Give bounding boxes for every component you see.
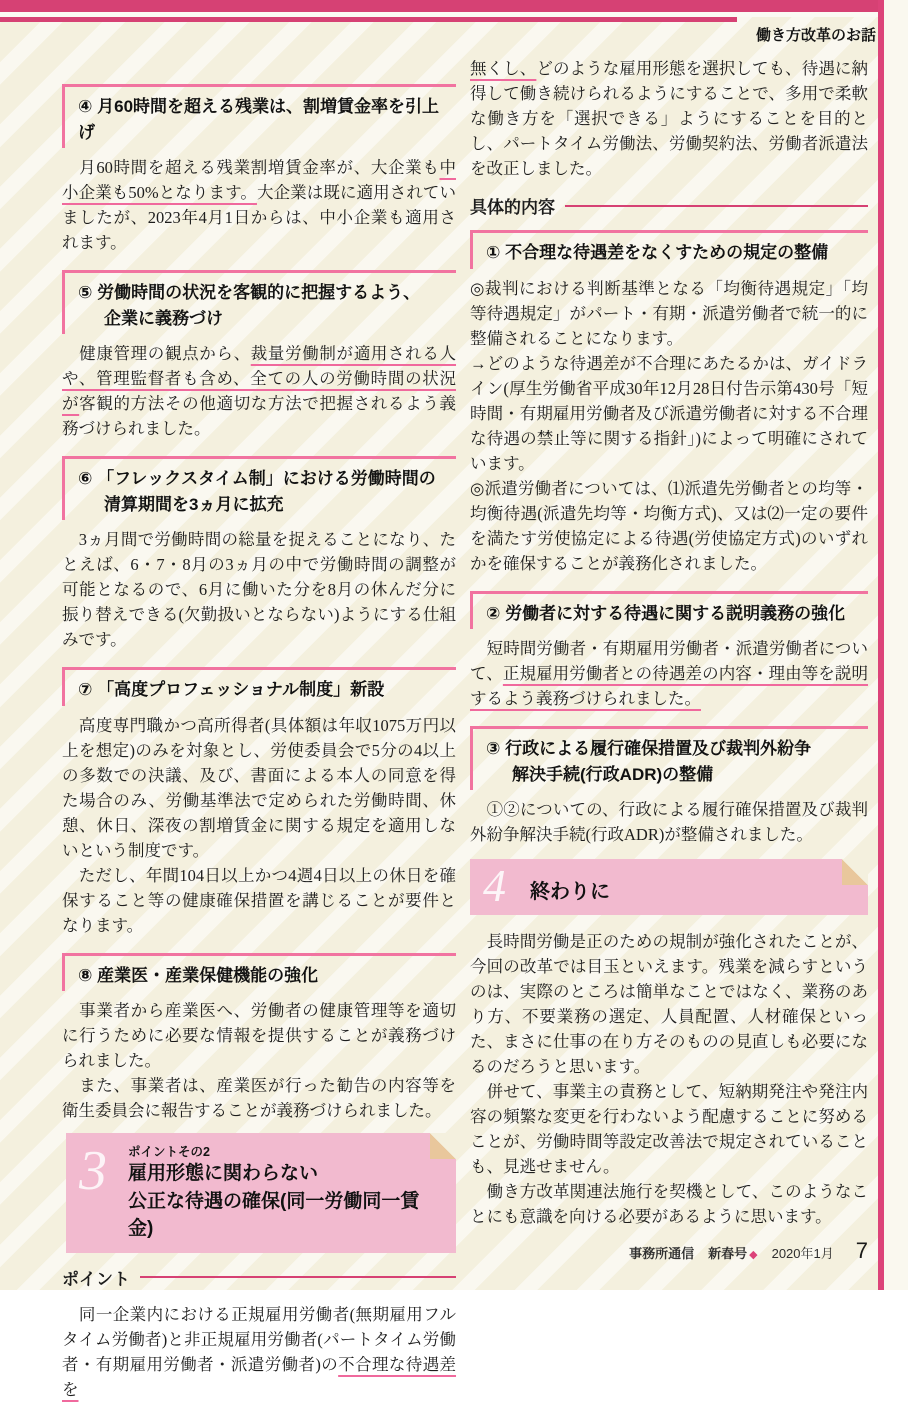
paragraph: 長時間労働是正のための規制が強化されたことが、今回の改革では目玉といえます。残業を減らすというのは、実際のところは簡単なことではなく、業務のあり方、不要業務の選定、人員配置、人材確保といった、まさに仕事の在り方そのものの見直しも必要になるのだろうと思います。 bbox=[470, 932, 868, 1076]
point-2-banner bbox=[66, 1133, 456, 1253]
section-heading: ④ 月60時間を超える残業は、割増賃金率を引上げ bbox=[62, 84, 456, 148]
diamond-icon: ◆ bbox=[749, 1249, 758, 1261]
paragraph: 働き方改革関連法施行を契機として、このようなことにも意識を向ける必要があるように思います。 bbox=[470, 1182, 868, 1226]
paragraph: 短時間労働者・有期雇用労働者・派遣労働者について、正規雇用労働者との待遇差の内容・理由等を説明するよう義務づけられました。 bbox=[470, 639, 869, 708]
paragraph: 3ヵ月間で労働時間の総量を捉えることになり、たとえば、6・7・8月の3ヵ月の中で労働時間の調整が可能となるので、6月に働いた分を8月の休んだ分に振り替えできる(欠勤扱いとならない)ようにする仕組みです。 bbox=[62, 530, 456, 649]
continuation-paragraph: 無くし、どのような雇用形態を選択しても、待遇に納得して働き続けられるようにすることで、多用で柔軟な働き方を「選択できる」ようにすることを目的とし、パートタイム労働法、労働契約法、労働者派遣法を改正しました。 bbox=[470, 59, 869, 178]
folded-corner-icon bbox=[430, 1133, 456, 1159]
paragraph: ただし、年間104日以上かつ4週4日以上の休日を確保すること等の健康確保措置を講じることが要件となります。 bbox=[62, 865, 456, 935]
page-footer bbox=[615, 1238, 868, 1264]
paragraph: 月60時間を超える残業割増賃金率が、大企業も中小企業も50%となります。大企業は既に適用されていましたが、2023年4月1日からは、中小企業も適用されます。 bbox=[62, 158, 456, 252]
rule-line bbox=[140, 1276, 456, 1278]
closing-banner bbox=[470, 859, 868, 915]
point-label-row bbox=[62, 1265, 456, 1290]
heading-line-1: ③ 行政による履行確保措置及び裁判外紛争 bbox=[486, 739, 812, 758]
heading-line-2: 解決手続(行政ADR)の整備 bbox=[512, 764, 714, 784]
section-1-unreasonable-gap-rules bbox=[470, 230, 868, 576]
closing-number: 4 bbox=[483, 860, 506, 911]
point-title-line-2: 公正な待遇の確保(同一労働同一賃金) bbox=[128, 1190, 420, 1240]
section-3-admin-adr bbox=[470, 726, 868, 847]
publication-name: 事務所通信 bbox=[629, 1246, 695, 1261]
top-thin-rule bbox=[0, 17, 737, 22]
section-heading bbox=[62, 270, 456, 334]
section-heading: ② 労働者に対する待遇に関する説明義務の強化 bbox=[470, 591, 868, 630]
heading-line-2: 企業に義務づけ bbox=[104, 308, 223, 328]
heading-line-2: 清算期間を3ヵ月に拡充 bbox=[104, 494, 284, 514]
paragraph: 同一企業内における正規雇用労働者(無期雇用フルタイム労働者)と非正規雇用労働者(パートタイム労働者・有期雇用労働者・派遣労働者)の不合理な待遇差を bbox=[62, 1304, 457, 1399]
paragraph: ◎派遣労働者については、⑴派遣先労働者との均等・均衡待遇(派遣先均等・均衡方式)、又は⑵一定の要件を満たす労使協定による待遇(労使協定方式)のいずれかを確保することが義務化されました。 bbox=[470, 478, 868, 573]
point-kicker: ポイントその2 bbox=[128, 1145, 210, 1159]
page-right-edge bbox=[884, 0, 908, 1290]
right-accent-line bbox=[878, 0, 884, 1290]
left-column bbox=[62, 84, 456, 1402]
section-heading bbox=[470, 726, 868, 790]
paragraph: 事業者から産業医へ、労働者の健康管理等を適切に行うために必要な情報を提供することが義務づけられました。 bbox=[62, 1001, 456, 1070]
point-number: 3 bbox=[79, 1140, 107, 1202]
details-label-row bbox=[470, 193, 868, 218]
section-8-occupational-health bbox=[62, 953, 456, 1124]
section-heading: ⑧ 産業医・産業保健機能の強化 bbox=[62, 953, 456, 992]
section-heading: ⑦ 「高度プロフェッショナル制度」新設 bbox=[62, 667, 456, 706]
folded-corner-icon bbox=[842, 859, 868, 885]
paragraph: 高度専門職かつ高所得者(具体額は年収1075万円以上を想定)のみを対象とし、労使委員会で5分の4以上の多数での決議、及び、書面による本人の同意を得た場合のみ、労働基準法で定められた労働時間、休憩、休日、深夜の割増賃金に関する規定を適用しないという制度です。 bbox=[62, 715, 456, 860]
paragraph: ◎裁判における判断基準となる「均衡待遇規定」「均等待遇規定」がパート・有期・派遣労働者で統一的に整備されることになります。 bbox=[470, 278, 868, 348]
paragraph: 健康管理の観点から、裁量労働制が適用される人や、管理監督者も含め、全ての人の労働時間の状況が客観的方法その他適切な方法で把握されるよう義務づけられました。 bbox=[62, 344, 457, 438]
paragraph: 併せて、事業主の責務として、短納期発注や発注内容の頻繁な変更を行わないよう配慮することに努めることが、労働時間等設定改善法で規定されていることも、見逃せません。 bbox=[470, 1082, 868, 1176]
section-4-overtime-rate bbox=[62, 84, 456, 255]
closing-title: 終わりに bbox=[530, 881, 610, 903]
top-accent-bar bbox=[0, 0, 908, 12]
section-5-working-hours-grasp bbox=[62, 270, 456, 441]
section-heading bbox=[62, 456, 456, 520]
section-2-explanation-duty bbox=[470, 591, 868, 712]
details-label: 具体的内容 bbox=[470, 198, 555, 217]
heading-line-1: ⑥ 「フレックスタイム制」における労働時間の bbox=[78, 469, 436, 488]
rule-line bbox=[565, 205, 868, 207]
heading-line-1: ⑤ 労働時間の状況を客観的に把握するよう、 bbox=[78, 283, 421, 302]
section-6-flextime bbox=[62, 456, 456, 652]
paragraph: ①②についての、行政による履行確保措置及び裁判外紛争解決手続(行政ADR)が整備されました。 bbox=[470, 800, 868, 844]
paragraph: また、事業者は、産業医が行った勧告の内容等を衛生委員会に報告することが義務づけられました。 bbox=[62, 1076, 456, 1120]
section-7-professional-system bbox=[62, 667, 456, 938]
paragraph: →どのような待遇差が不合理にあたるかは、ガイドライン(厚生労働省平成30年12月28日付告示第430号「短時間・有期雇用労働者及び派遣労働者に対する不合理な待遇の禁止等に関する指針」)によって明確にされています。 bbox=[470, 353, 868, 473]
issue-date: 2020年1月 bbox=[771, 1246, 834, 1261]
page-number: 7 bbox=[855, 1238, 868, 1263]
issue-name: 新春号 bbox=[708, 1246, 748, 1261]
section-heading: ① 不合理な待遇差をなくすための規定の整備 bbox=[470, 230, 868, 269]
right-column bbox=[470, 56, 868, 1229]
page-header-tag: 働き方改革のお話 bbox=[755, 27, 876, 44]
point-label: ポイント bbox=[62, 1269, 130, 1289]
point-title-line-1: 雇用形態に関わらない bbox=[128, 1163, 319, 1184]
